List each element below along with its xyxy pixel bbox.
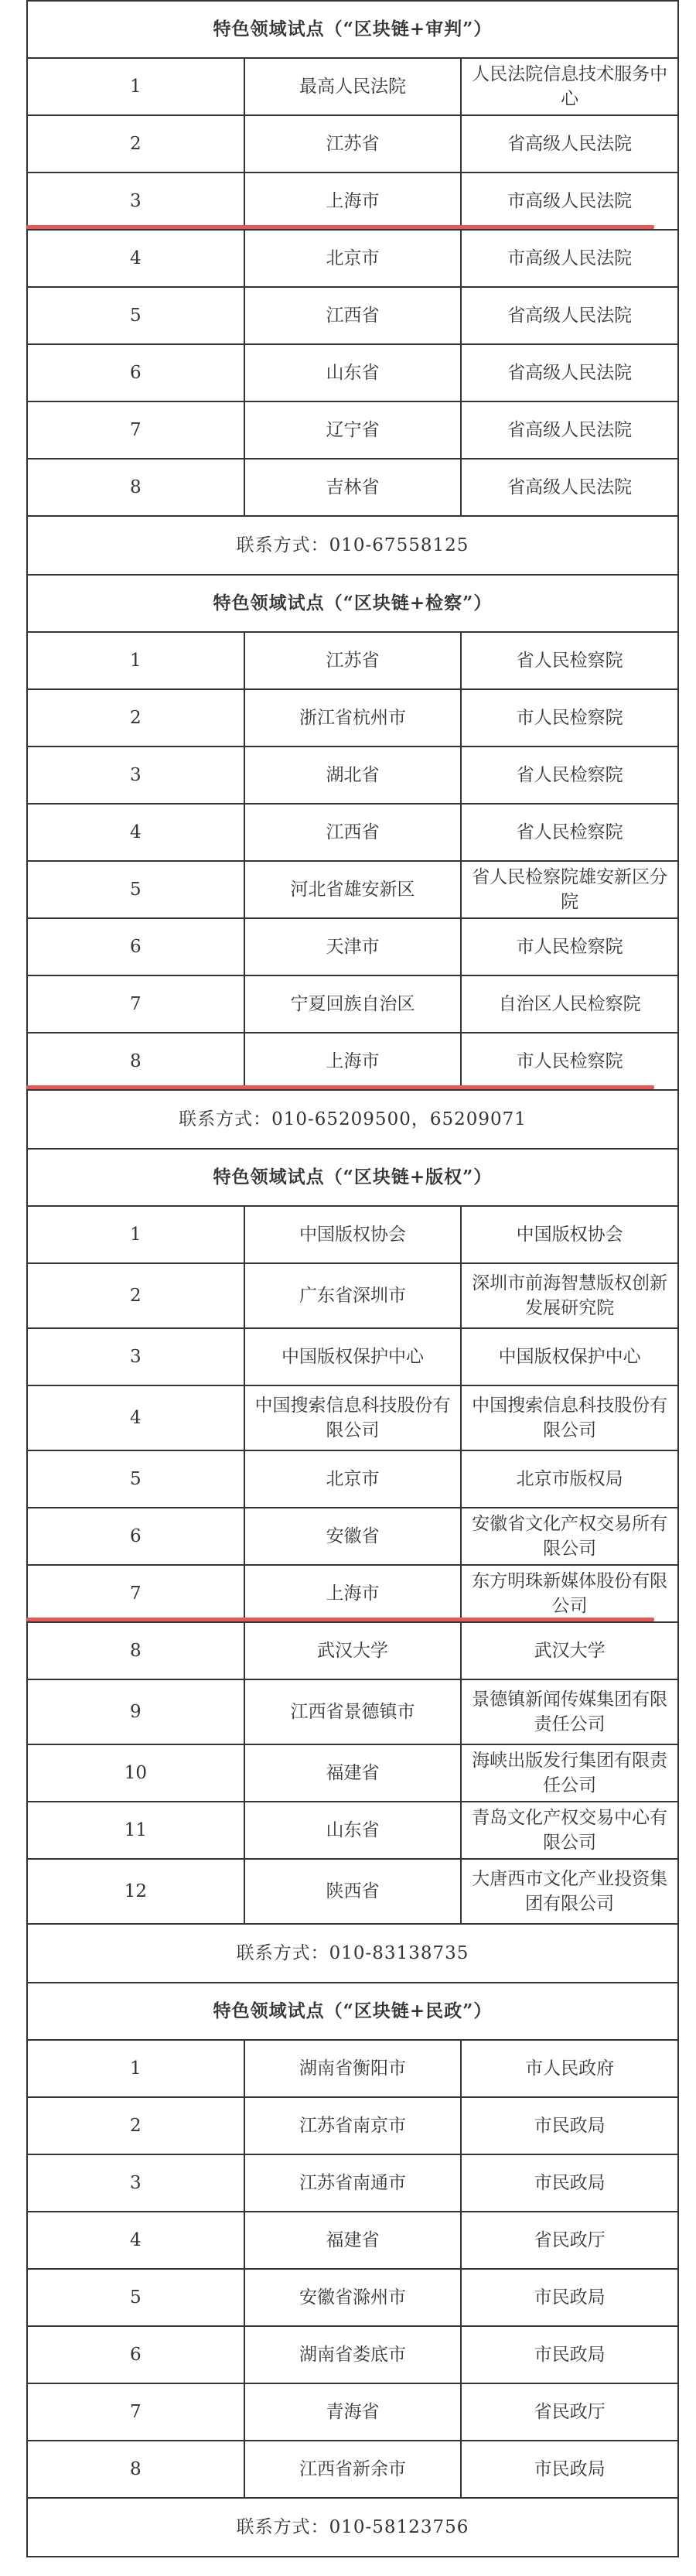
row-index: 5 — [27, 2269, 244, 2326]
contact-row-procuratorate — [27, 1090, 678, 1149]
row-institution: 中国搜索信息科技股份有限公司 — [461, 1385, 678, 1450]
table-row — [27, 746, 678, 804]
table-row — [27, 975, 678, 1033]
row-index: 6 — [27, 918, 244, 975]
row-index: 1 — [27, 1206, 244, 1263]
table-row — [27, 861, 678, 918]
row-index: 4 — [27, 2212, 244, 2269]
row-region: 安徽省 — [244, 1508, 462, 1565]
section-title: 特色领域试点（“区块链+检察”） — [27, 575, 678, 632]
row-institution: 省高级人民法院 — [461, 344, 678, 401]
row-institution: 省人民检察院 — [461, 804, 678, 861]
row-institution: 市民政局 — [461, 2154, 678, 2212]
row-region: 上海市 — [244, 1565, 462, 1622]
row-index: 2 — [27, 2097, 244, 2154]
table-row — [27, 1802, 678, 1859]
row-index: 8 — [27, 1622, 244, 1679]
row-index: 7 — [27, 1565, 244, 1622]
row-institution: 省民政厅 — [461, 2383, 678, 2441]
row-institution: 省人民检察院 — [461, 746, 678, 804]
row-index: 6 — [27, 344, 244, 401]
row-index: 3 — [27, 2154, 244, 2212]
row-index: 6 — [27, 1508, 244, 1565]
table-row — [27, 2269, 678, 2326]
row-institution: 市民政局 — [461, 2441, 678, 2498]
table-row — [27, 173, 678, 230]
table-row — [27, 632, 678, 689]
row-index: 5 — [27, 1450, 244, 1508]
table-row — [27, 1508, 678, 1565]
table-row — [27, 1206, 678, 1263]
row-region: 武汉大学 — [244, 1622, 462, 1679]
row-index: 5 — [27, 861, 244, 918]
row-index: 2 — [27, 1263, 244, 1328]
row-index: 4 — [27, 230, 244, 287]
contact-row-judicial — [27, 516, 678, 575]
row-institution: 市民政局 — [461, 2326, 678, 2383]
row-region: 辽宁省 — [244, 401, 462, 459]
row-index: 2 — [27, 115, 244, 173]
row-region: 山东省 — [244, 1802, 462, 1859]
row-index: 7 — [27, 2383, 244, 2441]
row-institution: 市民政局 — [461, 2269, 678, 2326]
row-institution: 景德镇新闻传媒集团有限责任公司 — [461, 1679, 678, 1744]
section-title: 特色领域试点（“区块链+版权”） — [27, 1149, 678, 1206]
table-row — [27, 459, 678, 516]
row-institution: 省人民检察院雄安新区分院 — [461, 861, 678, 918]
row-institution: 省民政厅 — [461, 2212, 678, 2269]
row-institution: 市人民检察院 — [461, 1033, 678, 1090]
row-institution: 东方明珠新媒体股份有限公司 — [461, 1565, 678, 1622]
row-institution: 北京市版权局 — [461, 1450, 678, 1508]
row-institution: 人民法院信息技术服务中心 — [461, 58, 678, 115]
table-row — [27, 2040, 678, 2097]
row-index: 8 — [27, 459, 244, 516]
row-institution: 市人民检察院 — [461, 918, 678, 975]
section-header-row-civil-affairs — [27, 1983, 678, 2040]
row-institution: 市高级人民法院 — [461, 173, 678, 230]
row-institution: 市高级人民法院 — [461, 230, 678, 287]
row-region: 北京市 — [244, 1450, 462, 1508]
table-row — [27, 2326, 678, 2383]
row-region: 江苏省 — [244, 115, 462, 173]
row-index: 4 — [27, 804, 244, 861]
table-row — [27, 1679, 678, 1744]
row-institution: 安徽省文化产权交易所有限公司 — [461, 1508, 678, 1565]
table-row — [27, 804, 678, 861]
row-institution: 省高级人民法院 — [461, 459, 678, 516]
row-index: 7 — [27, 975, 244, 1033]
table-row — [27, 2441, 678, 2498]
row-region: 湖北省 — [244, 746, 462, 804]
row-region: 最高人民法院 — [244, 58, 462, 115]
table-row — [27, 401, 678, 459]
row-index: 8 — [27, 2441, 244, 2498]
row-index: 1 — [27, 632, 244, 689]
row-index: 1 — [27, 2040, 244, 2097]
row-region: 江苏省 — [244, 632, 462, 689]
section-title: 特色领域试点（“区块链+审判”） — [27, 1, 678, 58]
table-row — [27, 344, 678, 401]
table-row — [27, 1263, 678, 1328]
row-region: 宁夏回族自治区 — [244, 975, 462, 1033]
row-institution: 大唐西市文化产业投资集团有限公司 — [461, 1859, 678, 1924]
row-index: 9 — [27, 1679, 244, 1744]
section-header-row-procuratorate — [27, 575, 678, 632]
row-region: 北京市 — [244, 230, 462, 287]
row-institution: 市人民检察院 — [461, 689, 678, 746]
table-row — [27, 1385, 678, 1450]
row-index: 8 — [27, 1033, 244, 1090]
row-region: 山东省 — [244, 344, 462, 401]
table-row — [27, 2212, 678, 2269]
row-index: 1 — [27, 58, 244, 115]
row-region: 上海市 — [244, 1033, 462, 1090]
pilot-table-body — [27, 1, 678, 2557]
contact-row-civil-affairs — [27, 2498, 678, 2557]
row-index: 7 — [27, 401, 244, 459]
row-region: 中国搜索信息科技股份有限公司 — [244, 1385, 462, 1450]
row-index: 3 — [27, 173, 244, 230]
row-institution: 市民政局 — [461, 2097, 678, 2154]
row-index: 3 — [27, 1328, 244, 1385]
row-index: 2 — [27, 689, 244, 746]
table-row — [27, 1033, 678, 1090]
row-region: 江西省 — [244, 287, 462, 344]
table-row — [27, 1328, 678, 1385]
table-row — [27, 1744, 678, 1802]
row-institution: 武汉大学 — [461, 1622, 678, 1679]
table-row — [27, 230, 678, 287]
table-row — [27, 115, 678, 173]
row-institution: 省高级人民法院 — [461, 401, 678, 459]
section-title: 特色领域试点（“区块链+民政”） — [27, 1983, 678, 2040]
contact-info: 联系方式：010-58123756 — [27, 2498, 678, 2557]
contact-info: 联系方式：010-67558125 — [27, 516, 678, 575]
pilot-table — [26, 0, 679, 2557]
row-region: 上海市 — [244, 173, 462, 230]
row-region: 江苏省南通市 — [244, 2154, 462, 2212]
row-institution: 中国版权保护中心 — [461, 1328, 678, 1385]
table-row — [27, 2383, 678, 2441]
row-index: 4 — [27, 1385, 244, 1450]
table-row — [27, 1622, 678, 1679]
row-institution: 省人民检察院 — [461, 632, 678, 689]
table-row — [27, 918, 678, 975]
table-row — [27, 287, 678, 344]
table-row — [27, 1859, 678, 1924]
row-region: 青海省 — [244, 2383, 462, 2441]
contact-info: 联系方式：010-65209500，65209071 — [27, 1090, 678, 1149]
table-row — [27, 58, 678, 115]
row-institution: 省高级人民法院 — [461, 287, 678, 344]
row-index: 3 — [27, 746, 244, 804]
table-row — [27, 1565, 678, 1622]
row-region: 中国版权协会 — [244, 1206, 462, 1263]
row-institution: 省高级人民法院 — [461, 115, 678, 173]
row-institution: 中国版权协会 — [461, 1206, 678, 1263]
row-index: 12 — [27, 1859, 244, 1924]
row-index: 6 — [27, 2326, 244, 2383]
row-region: 天津市 — [244, 918, 462, 975]
row-region: 河北省雄安新区 — [244, 861, 462, 918]
row-region: 陕西省 — [244, 1859, 462, 1924]
row-region: 中国版权保护中心 — [244, 1328, 462, 1385]
row-region: 吉林省 — [244, 459, 462, 516]
section-header-row-copyright — [27, 1149, 678, 1206]
table-row — [27, 689, 678, 746]
row-institution: 青岛文化产权交易中心有限公司 — [461, 1802, 678, 1859]
row-index: 10 — [27, 1744, 244, 1802]
row-region: 福建省 — [244, 1744, 462, 1802]
row-region: 江苏省南京市 — [244, 2097, 462, 2154]
row-region: 浙江省杭州市 — [244, 689, 462, 746]
row-index: 5 — [27, 287, 244, 344]
table-row — [27, 2154, 678, 2212]
row-institution: 市人民政府 — [461, 2040, 678, 2097]
row-index: 11 — [27, 1802, 244, 1859]
table-row — [27, 1450, 678, 1508]
section-header-row-judicial — [27, 1, 678, 58]
row-region: 江西省 — [244, 804, 462, 861]
table-row — [27, 2097, 678, 2154]
row-institution: 海峡出版发行集团有限责任公司 — [461, 1744, 678, 1802]
contact-row-copyright — [27, 1924, 678, 1983]
contact-info: 联系方式：010-83138735 — [27, 1924, 678, 1983]
row-institution: 自治区人民检察院 — [461, 975, 678, 1033]
row-region: 安徽省滁州市 — [244, 2269, 462, 2326]
row-region: 湖南省衡阳市 — [244, 2040, 462, 2097]
row-region: 福建省 — [244, 2212, 462, 2269]
row-region: 江西省新余市 — [244, 2441, 462, 2498]
row-institution: 深圳市前海智慧版权创新发展研究院 — [461, 1263, 678, 1328]
row-region: 江西省景德镇市 — [244, 1679, 462, 1744]
row-region: 湖南省娄底市 — [244, 2326, 462, 2383]
row-region: 广东省深圳市 — [244, 1263, 462, 1328]
